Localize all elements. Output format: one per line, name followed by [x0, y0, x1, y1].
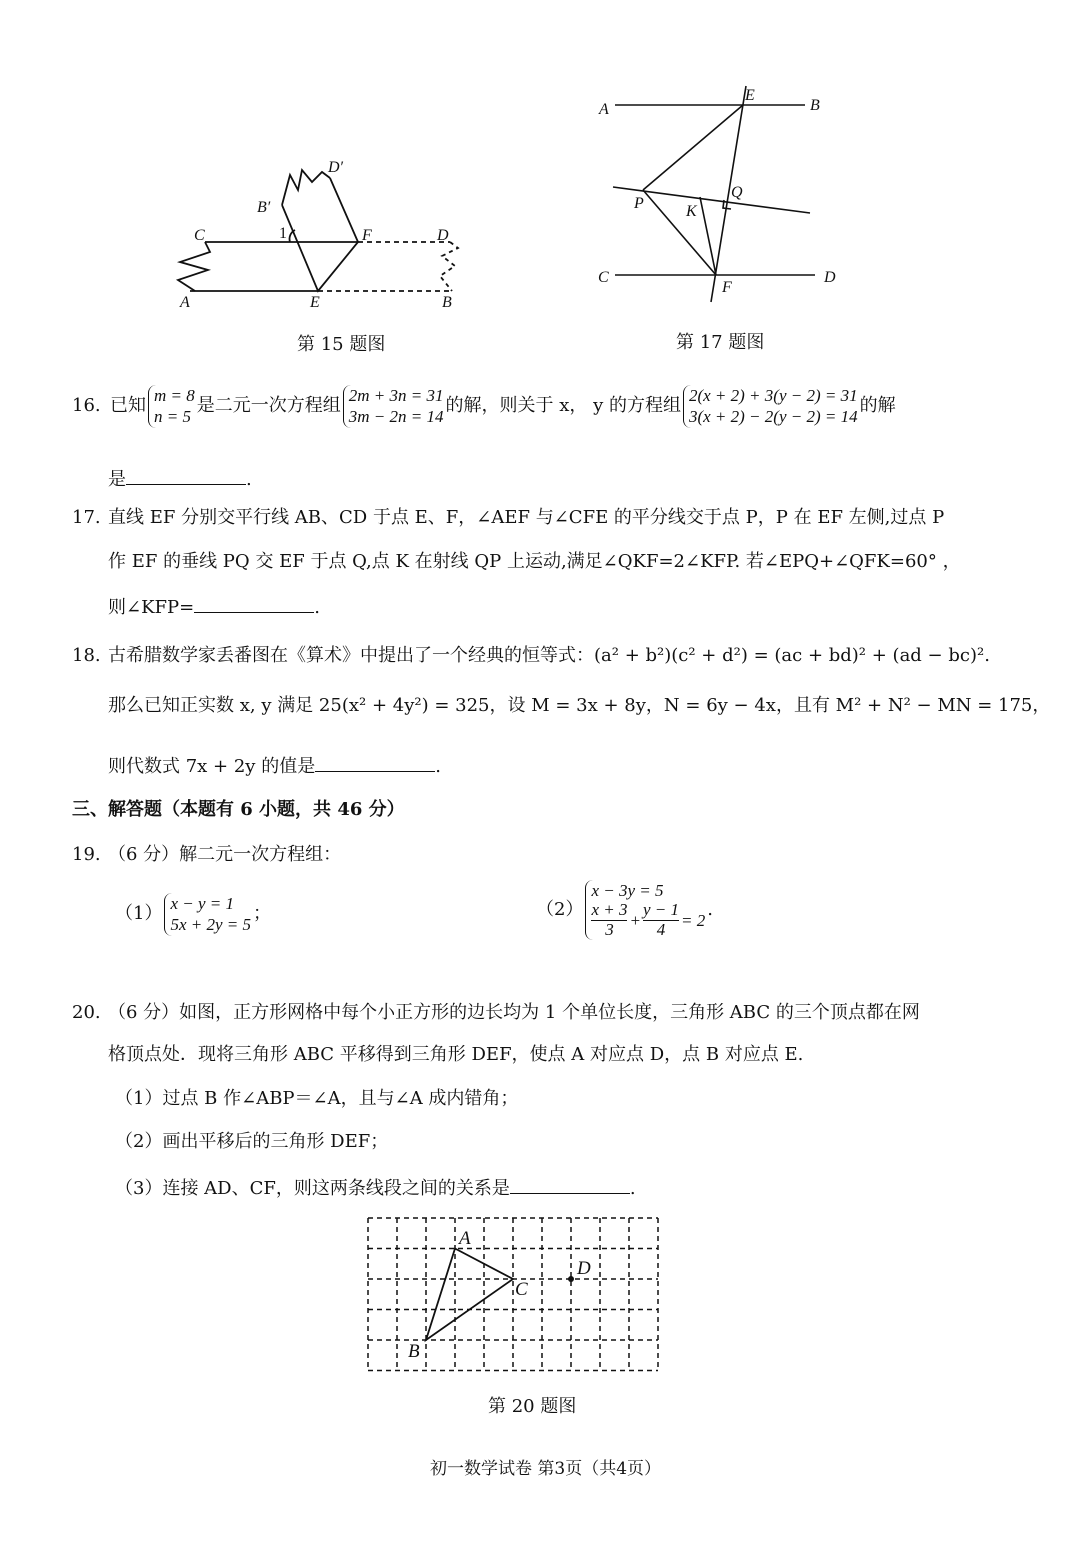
- q16-text: 的解: [859, 395, 896, 417]
- q19-title: （6 分）解二元一次方程组：: [108, 844, 342, 865]
- fig15-label-B: B: [442, 294, 452, 311]
- period: .: [435, 756, 441, 777]
- q16-text: 是: [108, 469, 126, 490]
- q19-number: 19.: [72, 844, 101, 865]
- fig20-label-D: D: [577, 1258, 591, 1279]
- fig15-label-E: E: [310, 294, 320, 311]
- q16-system-2: [343, 385, 444, 428]
- q18-line-2: 那么已知正实数 x, y 满足 25(x² + 4y²) = 325，设 M = 3x + 8y，N = 6y − 4x，且有 M² + N² − MN = 175，: [108, 695, 1051, 716]
- fig15-angle-1: 1: [279, 225, 287, 242]
- section-3-heading: 三、解答题（本题有 6 小题，共 46 分）: [72, 799, 405, 820]
- fig15-label-D: D: [437, 227, 449, 244]
- denominator: 3: [605, 919, 614, 939]
- fig17-label-P: P: [634, 195, 644, 212]
- fig15-label-C: C: [194, 227, 205, 244]
- fig17-label-A: A: [599, 101, 609, 118]
- equation: 2(x + 2) + 3(y − 2) = 31: [688, 386, 858, 405]
- q16-text: 已知: [110, 395, 146, 417]
- fig17-label-C: C: [598, 269, 609, 286]
- fig20-caption: 第 20 题图: [488, 1396, 577, 1417]
- q18-line-3: 则代数式 7x + 2y 的值是: [108, 756, 316, 777]
- q20-number: 20.: [72, 1002, 101, 1023]
- page-footer: 初一数学试卷 第3页（共4页）: [430, 1459, 662, 1479]
- punctuation: .: [707, 898, 713, 920]
- equation: [591, 901, 705, 939]
- fig15-label-B-prime: B′: [257, 199, 271, 216]
- q16-text: 的解，则关于 x， y 的方程组: [445, 395, 681, 417]
- answer-blank[interactable]: [126, 468, 246, 485]
- fig17-caption: 第 17 题图: [676, 332, 765, 353]
- part-label: （2）: [536, 898, 584, 920]
- operator: +: [629, 910, 641, 930]
- q17-answer-line: [108, 596, 320, 617]
- period: .: [246, 469, 252, 490]
- fig15-label-D-prime: D′: [328, 159, 344, 176]
- q16-text: 是二元一次方程组: [196, 395, 341, 417]
- q18-line-1: 古希腊数学家丢番图在《算术》中提出了一个经典的恒等式：(a² + b²)(c² + d²) = (ac + bd)² + (ad − bc)².: [108, 645, 990, 666]
- numerator: x + 3: [591, 900, 628, 920]
- q20-line-2: 格顶点处．现将三角形 ABC 平移得到三角形 DEF，使点 A 对应点 D，点 B 对应点 E.: [108, 1044, 804, 1065]
- q19-system-1: [164, 893, 251, 936]
- q20-sub-2: （2）画出平移后的三角形 DEF；: [115, 1131, 389, 1152]
- part-label: （1）: [115, 903, 163, 925]
- q16-system-3: [683, 385, 858, 428]
- figure-17: [590, 80, 850, 310]
- q16-system-1: [148, 385, 195, 428]
- numerator: y − 1: [642, 900, 679, 920]
- point-d: [568, 1276, 574, 1282]
- fig20-label-B: B: [408, 1341, 420, 1362]
- answer-blank[interactable]: [510, 1177, 630, 1194]
- q17-number: 17.: [72, 507, 101, 528]
- equation: x − y = 1: [170, 894, 234, 913]
- equation: 5x + 2y = 5: [170, 915, 251, 935]
- q18-answer-line: [108, 755, 441, 776]
- q16-number: 16.: [72, 395, 101, 417]
- fig15-caption: 第 15 题图: [297, 334, 386, 355]
- q16-answer-line: [108, 468, 252, 489]
- rhs: = 2: [681, 910, 706, 930]
- question-16: [72, 385, 896, 428]
- q19-part-2: [536, 880, 713, 940]
- fig20-label-A: A: [459, 1227, 471, 1249]
- q17-line-3: 则∠KFP=: [108, 597, 195, 618]
- fig15-label-A: A: [180, 294, 190, 311]
- equation: 3m − 2n = 14: [348, 407, 444, 427]
- period: .: [314, 597, 320, 618]
- punctuation: ；: [253, 903, 271, 925]
- fig15-label-F: F: [362, 227, 372, 244]
- fig17-label-K: K: [686, 203, 697, 220]
- answer-blank[interactable]: [315, 755, 435, 772]
- q20-sub-1: （1）过点 B 作∠ABP＝∠A，且与∠A 成内错角；: [115, 1088, 519, 1109]
- equation: x − 3y = 5: [591, 881, 664, 900]
- equation: 2m + 3n = 31: [348, 386, 444, 405]
- period: .: [629, 1178, 636, 1199]
- q18-number: 18.: [72, 645, 101, 666]
- fraction: [591, 901, 627, 939]
- denominator: 4: [656, 919, 666, 939]
- q19-part-1: [115, 893, 271, 936]
- equation: 3(x + 2) − 2(y − 2) = 14: [688, 407, 858, 427]
- q19-system-2: [585, 880, 705, 940]
- q20-sub-3: [115, 1177, 636, 1198]
- triangle-abc: [426, 1249, 513, 1341]
- q20-line-1: （6 分）如图，正方形网格中每个小正方形的边长均为 1 个单位长度，三角形 ABC 的三个顶点都在网: [108, 1002, 920, 1023]
- answer-blank[interactable]: [194, 596, 314, 613]
- q17-line-2: 作 EF 的垂线 PQ 交 EF 于点 Q,点 K 在射线 QP 上运动,满足∠QKF=2∠KFP. 若∠EPQ+∠QFK=60° ，: [108, 551, 961, 572]
- fig17-label-F: F: [722, 279, 732, 296]
- q17-line-1: 直线 EF 分别交平行线 AB、CD 于点 E、F，∠AEF 与∠CFE 的平分线交于点 P，P 在 EF 左侧,过点 P: [108, 507, 945, 528]
- fraction: [643, 901, 679, 939]
- fig17-label-D: D: [824, 269, 836, 286]
- equation: n = 5: [154, 407, 191, 427]
- equation: m = 8: [154, 386, 195, 405]
- fig17-label-B: B: [810, 97, 820, 114]
- fig20-label-C: C: [515, 1279, 528, 1300]
- fig17-label-Q: Q: [731, 184, 743, 201]
- q20-sub-3-text: （3）连接 AD、CF，则这两条线段之间的关系是: [115, 1178, 510, 1199]
- fig17-label-E: E: [745, 87, 755, 104]
